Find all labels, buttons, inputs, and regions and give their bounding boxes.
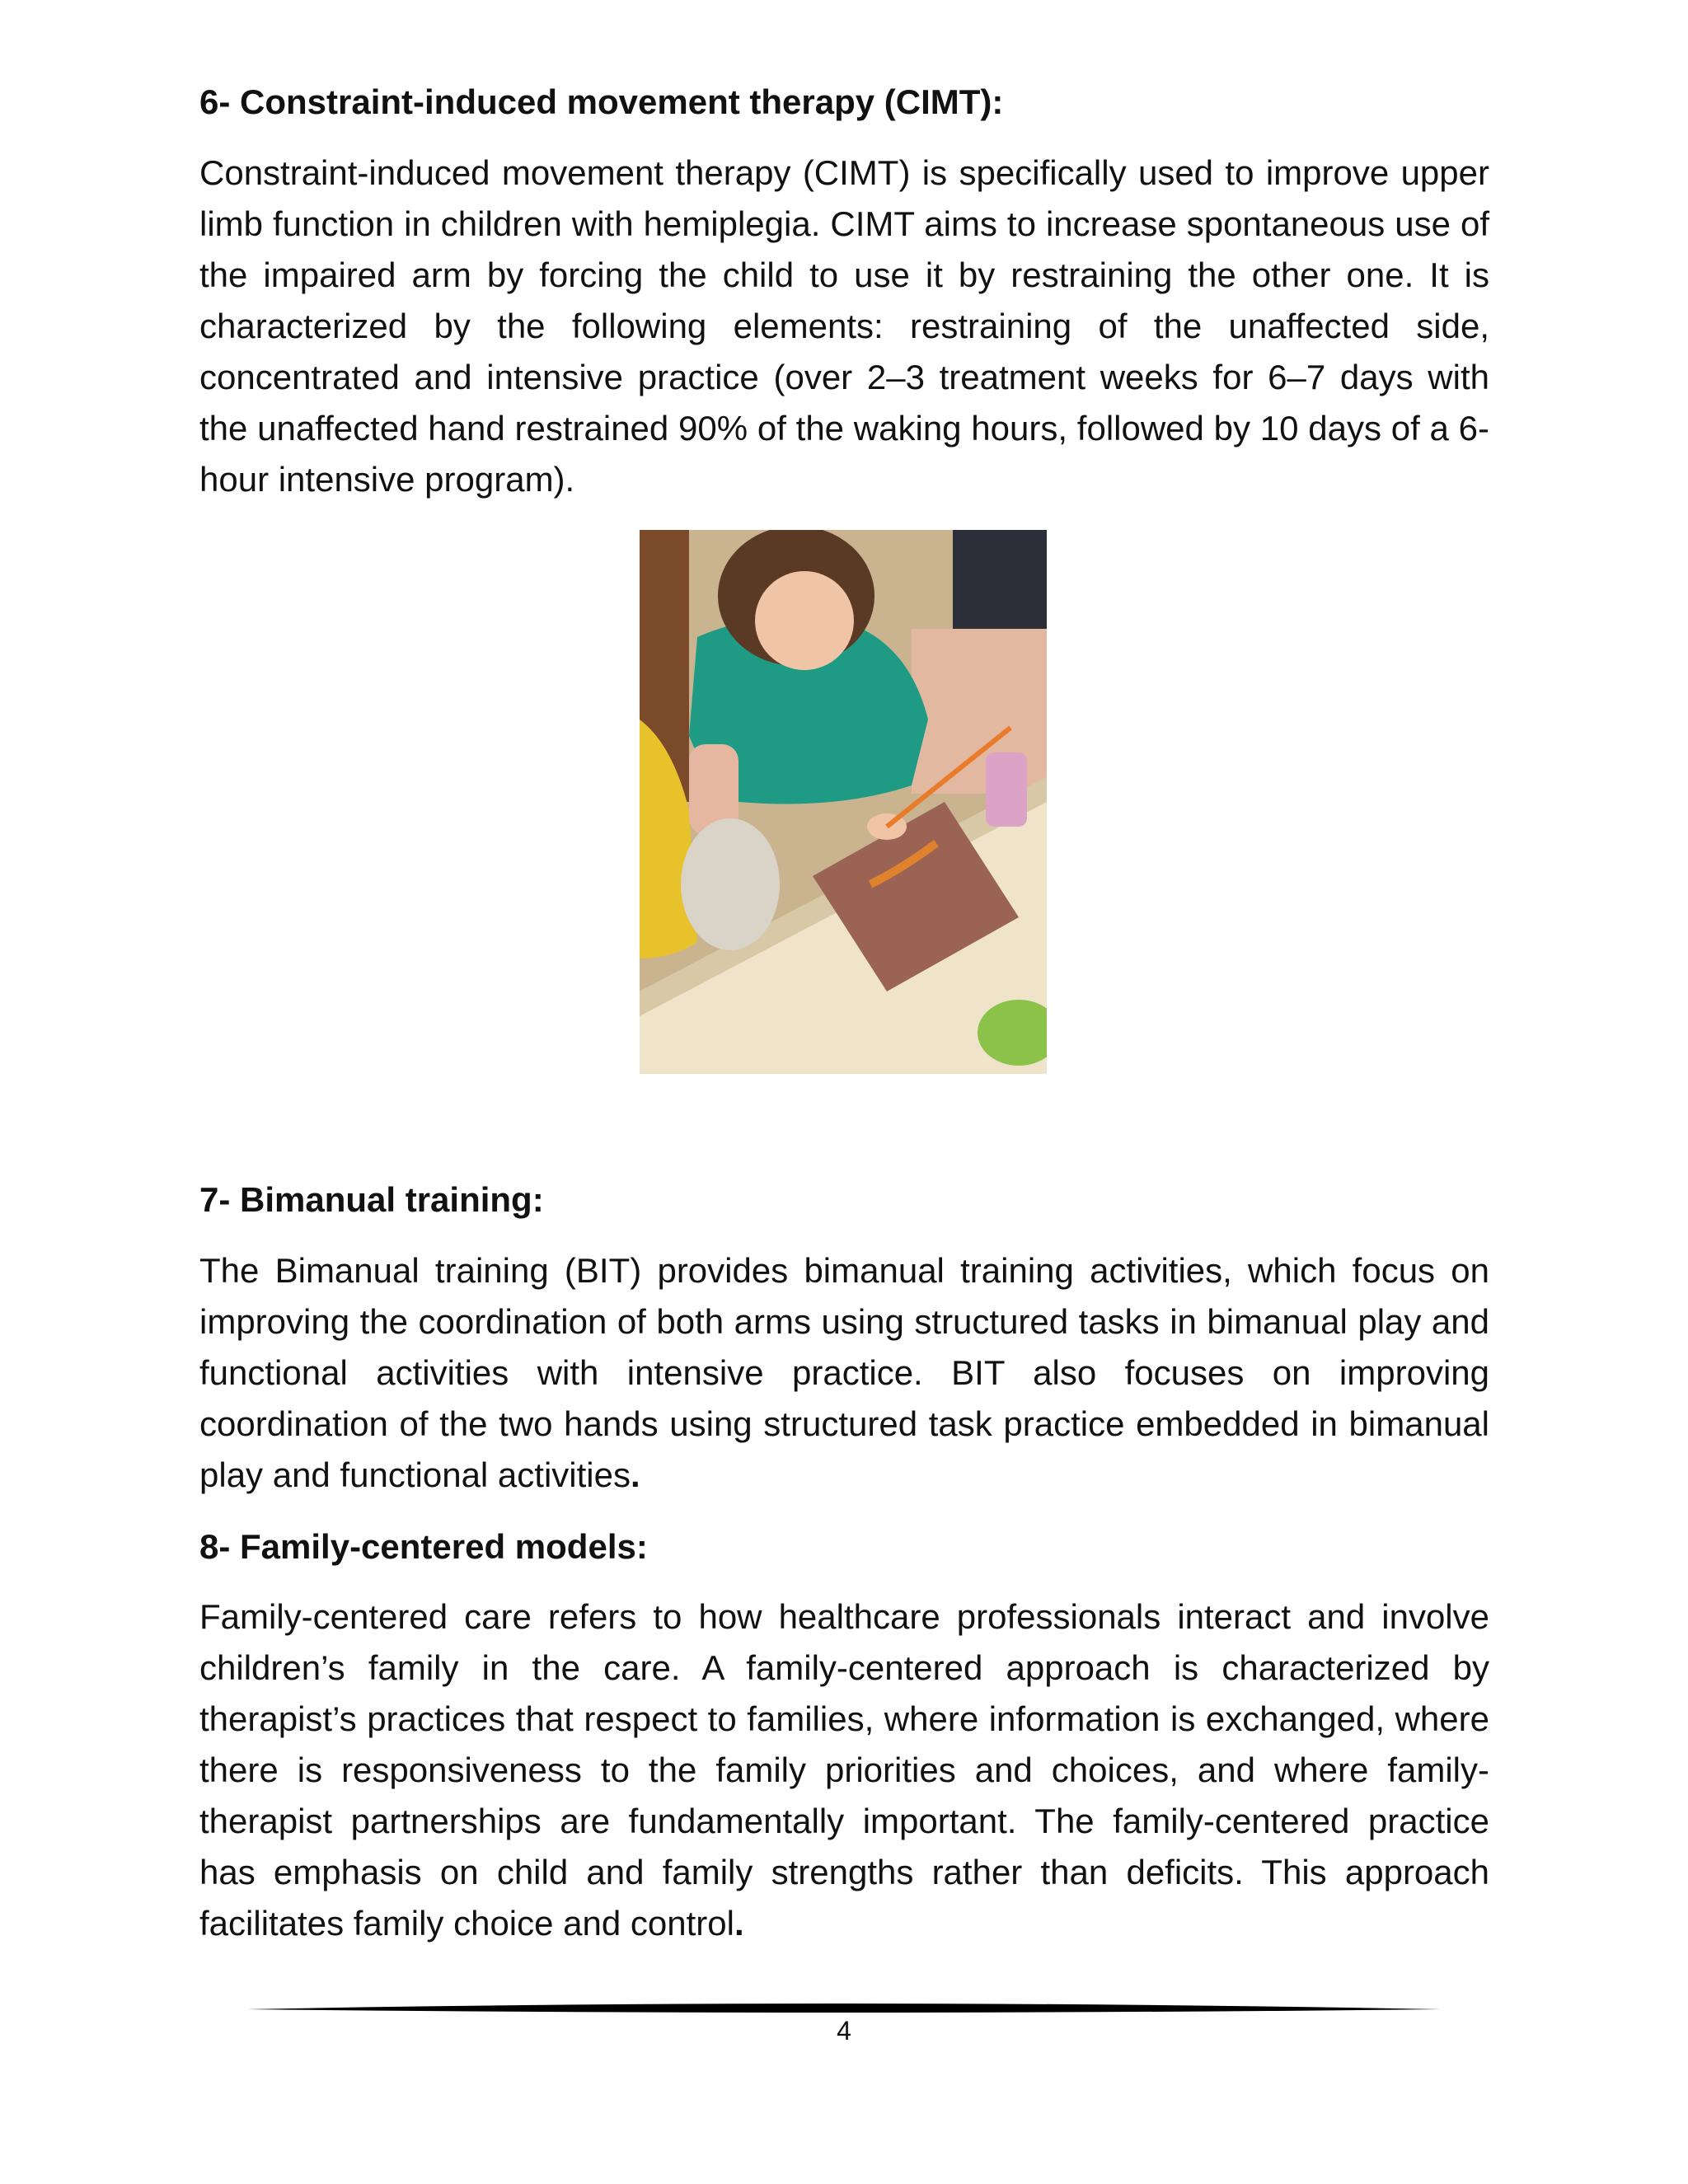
photo-child-with-mitt-painting-icon — [640, 530, 1047, 1074]
section-bimanual — [199, 1179, 1489, 1974]
section-paragraph-cimt: Constraint-induced movement therapy (CIMT) is specifically used to improve upper limb function in children with hemiplegia. CIMT aims to increase spontaneous use of the impaired arm by forcing the child to use it by restraining the other one. It is characterized by the following elements: restraining of the unaffected side, concentrated and intensive practice (over 2–3 treatment weeks for 6–7 days with the unaffected hand restrained 90% of the waking hours, followed by 10 days of a 6-hour intensive program). — [199, 152, 1489, 499]
section-heading-cimt: 6- Constraint-induced movement therapy (CIMT): — [199, 82, 1004, 121]
page-number: 4 — [837, 2016, 851, 2046]
section-heading-family-centered: 8- Family-centered models: — [199, 1526, 648, 1566]
section-paragraph-bimanual: The Bimanual training (BIT) provides bimanual training activities, which focus on improving the coordination of both arms using structured tasks in bimanual play and functional activities with intensive practice. BIT also focuses on improving coordination of the two hands using structured task practice embedded in bimanual play and functional activities. — [199, 1250, 1489, 1494]
cimt-photo — [640, 530, 1047, 1074]
section-paragraph-family-centered: Family-centered care refers to how healthcare professionals interact and involve children’s family in the care. A family-centered approach is characterized by therapist’s practices that respect to families, where information is exchanged, where there is responsiveness to the family priorities and choices, and where family-therapist partnerships are fundamentally important. The family-centered practice has emphasis on child and family strengths rather than deficits. This approach facilitates family choice and control. — [199, 1597, 1489, 1943]
section-cimt — [199, 81, 1489, 530]
section-heading-bimanual: 7- Bimanual training: — [199, 1180, 544, 1219]
footer-rule — [247, 1998, 1441, 2018]
